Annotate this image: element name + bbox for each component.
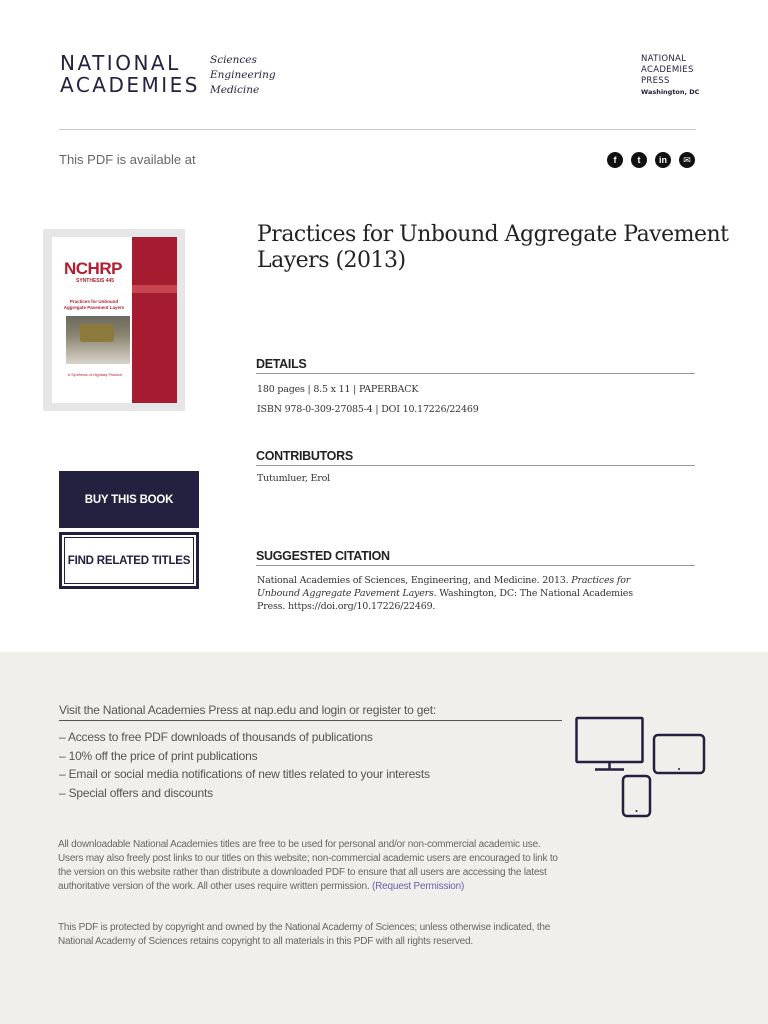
nap-logo-line-3: PRESS [641, 76, 670, 86]
contributors-names: Tutumluer, Erol [257, 473, 330, 484]
logo-subtitle [210, 53, 276, 98]
cover-image [52, 237, 177, 403]
buy-this-book-button[interactable]: BUY THIS BOOK [59, 471, 199, 528]
logo-sub-engineering: Engineering [210, 69, 276, 81]
usage-terms-body: All downloadable National Academies titles are free to be used for personal and/or non-commercial academic use. Users may also freely post links to our titles on this website; non-commercial academic users are encouraged to link to the version on this website rather than distribute a downloaded PDF to ensure that all users are accessing the latest authoritative version of the work. All other uses require written permission. [58, 839, 558, 892]
cover-band-stripe [132, 285, 177, 293]
citation-title-italic: Practices for Unbound Aggregate Pavement Layers [257, 575, 631, 599]
header-divider [59, 129, 696, 130]
book-title: Practices for Unbound Aggregate Pavement Layers (2013) [257, 222, 729, 273]
logo-line-2: ACADEMIES [60, 73, 200, 97]
citation-part-1: National Academies of Sciences, Engineering, and Medicine. 2013. [257, 575, 572, 586]
visit-nap-text: Visit the National Academies Press at nap.edu and login or register to get: [59, 703, 562, 721]
twitter-icon[interactable]: t [631, 152, 647, 168]
nap-logo[interactable] [641, 54, 699, 98]
linkedin-icon[interactable]: in [655, 152, 671, 168]
details-heading: DETAILS [256, 357, 695, 374]
nap-logo-line-2: ACADEMIES [641, 65, 694, 75]
book-cover[interactable] [43, 229, 185, 411]
list-item: – Access to free PDF downloads of thousands of publications [59, 728, 430, 747]
find-related-titles-button[interactable]: FIND RELATED TITLES [59, 532, 199, 589]
contributors-heading: CONTRIBUTORS [256, 449, 695, 466]
usage-terms-text [58, 838, 564, 894]
logo-sub-medicine: Medicine [210, 84, 260, 96]
request-permission-link[interactable]: (Request Permission) [372, 881, 465, 892]
cover-red-band [132, 237, 177, 403]
social-links [607, 152, 695, 168]
details-line-pages: 180 pages | 8.5 x 11 | PAPERBACK [257, 384, 419, 395]
details-line-isbn: ISBN 978-0-309-27085-4 | DOI 10.17226/22469 [257, 404, 479, 415]
nap-logo-line-1: NATIONAL [641, 54, 687, 64]
citation-part-2: . Washington, DC: The National Academies Press. https://doi.org/10.17226/22469. [257, 588, 633, 612]
list-item: – Special offers and discounts [59, 784, 430, 803]
cover-photo [66, 316, 130, 364]
copyright-text: This PDF is protected by copyright and owned by the National Academy of Sciences; unless otherwise indicated, the National Academy of Sciences retains copyright to all materials in this PDF with all rights reserved. [58, 922, 551, 947]
devices-icon [575, 716, 707, 818]
available-text[interactable]: This PDF is available at [59, 152, 196, 167]
cover-title: Practices for Unbound Aggregate Pavement Layers [63, 299, 125, 310]
cover-synthesis-number: SYNTHESIS 445 [76, 278, 115, 284]
cover-tagline: A Synthesis of Highway Practice [67, 373, 123, 377]
cover-series: NCHRP [64, 259, 122, 278]
list-item: – 10% off the price of print publications [59, 747, 430, 766]
list-item: – Email or social media notifications of new titles related to your interests [59, 765, 430, 784]
citation-heading: SUGGESTED CITATION [256, 549, 695, 566]
nap-logo-location: Washington, DC [641, 88, 700, 96]
benefits-list [59, 728, 430, 802]
email-icon[interactable]: ✉ [679, 152, 695, 168]
logo-wordmark [60, 52, 200, 96]
logo-sub-sciences: Sciences [210, 54, 257, 66]
citation-text [257, 574, 647, 613]
facebook-icon[interactable]: f [607, 152, 623, 168]
logo-line-1: NATIONAL [60, 51, 181, 75]
national-academies-logo[interactable] [60, 52, 276, 98]
